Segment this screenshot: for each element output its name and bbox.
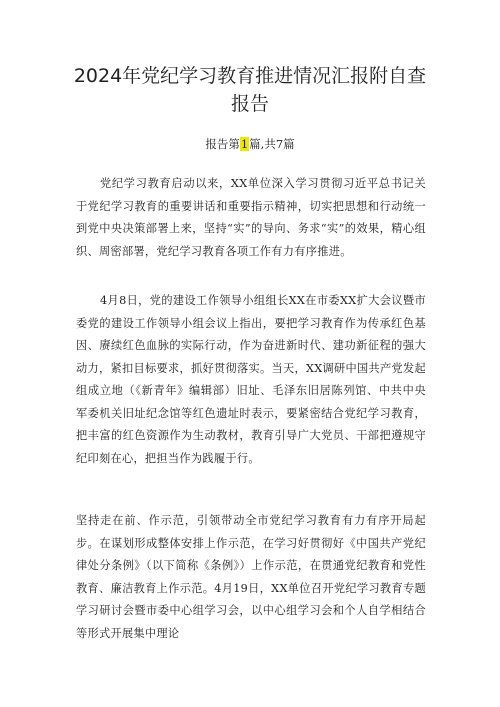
report-index [0,135,500,153]
paragraph-2 [76,290,426,470]
document-title-line-2: 报告 [230,93,269,115]
document-title-line-1: 2024年党纪学习教育推进情况汇报附自查 [73,65,427,87]
paragraph-2-text: 4月8日，党的建设工作领导小组组长XX在市委XX扩大会议暨市委党的建设工作领导小组会议上指出，要把学习教育作为传承红色基因、赓续红色血脉的实际行动，作为奋进新时代、建功新征程的强大动力，紧扣目标要求，抓好贯彻落实。当天，XX调研中国共产党发起组成立地（《新青年》编辑部）旧址、毛泽东旧居陈列馆、中共中央军委机关旧址纪念馆等红色遗址时表示，要紧密结合党纪学习教育，把丰富的红色资源作为生动教材，教育引导广大党员、干部把遵规守纪印刻在心，把担当作为践履于行。 [76,294,426,465]
paragraph-1-text: 党纪学习教育启动以来，XX单位深入学习贯彻习近平总书记关于党纪学习教育的重要讲话和重要指示精神，切实把思想和行动统一到党中央决策部署上来，坚持“实”的导向、务求“实”的效果，精心组织、周密部署，党纪学习教育各项工作有力有序推进。 [76,177,426,258]
paragraph-3 [76,510,426,645]
paragraph-3-text: 坚持走在前、作示范，引领带动全市党纪学习教育有力有序开局起步。在谋划形成整体安排上作示范，在学习好贯彻好《中国共产党纪律处分条例》（以下简称《条例》）上作示范，在贯通党纪教育和党性教育、廉洁教育上作示范。4月19日，XX单位召开党纪学习教育专题学习研讨会暨市委中心组学习会，以中心组学习会和个人自学相结合等形式开展集中理论 [76,514,426,640]
paragraph-1 [76,173,426,263]
report-index-suffix: 篇,共7篇 [249,137,295,151]
report-index-highlight: 1 [240,137,249,151]
report-index-prefix: 报告第 [205,137,240,151]
